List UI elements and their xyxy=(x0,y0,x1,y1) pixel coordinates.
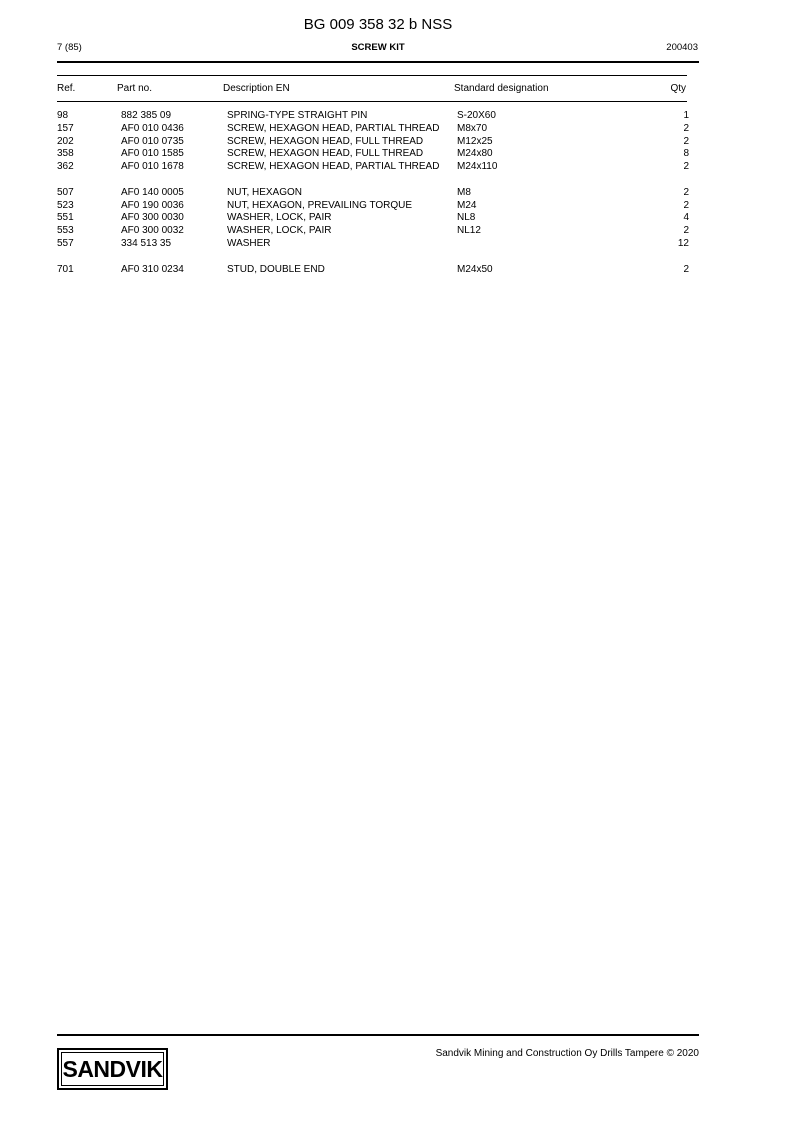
table-row xyxy=(57,187,689,200)
table-row xyxy=(57,136,689,149)
standard-cell: M12x25 xyxy=(457,135,493,147)
standard-cell: NL12 xyxy=(457,225,481,237)
qty-cell: 2 xyxy=(683,135,689,147)
table-row xyxy=(57,123,689,136)
column-header-ref: Ref. xyxy=(57,83,76,94)
qty-cell: 4 xyxy=(683,212,689,224)
document-code: 200403 xyxy=(666,42,698,53)
description-cell: WASHER xyxy=(227,237,271,249)
part-no-cell: AF0 300 0030 xyxy=(121,212,184,224)
qty-cell: 12 xyxy=(677,237,689,249)
table-row xyxy=(57,148,689,161)
column-header-bottom-divider xyxy=(57,101,687,102)
section-title: SCREW KIT xyxy=(351,42,405,53)
row-spacer xyxy=(57,251,689,264)
ref-cell: 701 xyxy=(57,263,74,275)
part-no-cell: AF0 310 0234 xyxy=(121,263,184,275)
standard-cell: M8 xyxy=(457,186,471,198)
qty-cell: 2 xyxy=(683,122,689,134)
part-no-cell: AF0 010 1585 xyxy=(121,148,184,160)
column-header-qty: Qty xyxy=(670,83,686,94)
description-cell: SCREW, HEXAGON HEAD, FULL THREAD xyxy=(227,148,424,160)
qty-cell: 1 xyxy=(683,110,689,121)
part-no-cell: 882 385 09 xyxy=(121,110,172,121)
table-row xyxy=(57,200,689,213)
column-header-part-no: Part no. xyxy=(117,83,153,94)
standard-cell: S-20X60 xyxy=(457,110,496,121)
ref-cell: 362 xyxy=(57,161,74,173)
description-cell: WASHER, LOCK, PAIR xyxy=(227,212,332,224)
description-cell: NUT, HEXAGON, PREVAILING TORQUE xyxy=(227,199,413,211)
description-cell: SCREW, HEXAGON HEAD, PARTIAL THREAD xyxy=(227,122,440,134)
ref-cell: 507 xyxy=(57,186,74,198)
column-header-description: Description EN xyxy=(223,83,290,94)
qty-cell: 2 xyxy=(683,225,689,237)
part-no-cell: AF0 140 0005 xyxy=(121,186,184,198)
qty-cell: 2 xyxy=(683,161,689,173)
footer-divider xyxy=(57,1034,699,1036)
column-header-top-divider xyxy=(57,75,687,76)
logo-text: SANDVIK xyxy=(61,1052,164,1086)
standard-cell: M8x70 xyxy=(457,122,488,134)
table-row xyxy=(57,110,689,123)
table-row xyxy=(57,161,689,174)
page-number: 7 (85) xyxy=(57,42,82,53)
part-no-cell: AF0 300 0032 xyxy=(121,225,184,237)
row-spacer xyxy=(57,174,689,187)
ref-cell: 157 xyxy=(57,122,74,134)
document-title: BG 009 358 32 b NSS xyxy=(303,16,453,33)
description-cell: SPRING-TYPE STRAIGHT PIN xyxy=(227,110,368,121)
description-cell: SCREW, HEXAGON HEAD, PARTIAL THREAD xyxy=(227,161,440,173)
standard-cell xyxy=(457,238,637,251)
part-no-cell: AF0 190 0036 xyxy=(121,199,184,211)
table-row xyxy=(57,238,689,251)
standard-cell: M24x50 xyxy=(457,263,493,275)
description-cell: WASHER, LOCK, PAIR xyxy=(227,225,332,237)
standard-cell: NL8 xyxy=(457,212,476,224)
description-cell: NUT, HEXAGON xyxy=(227,186,303,198)
ref-cell: 551 xyxy=(57,212,74,224)
standard-cell: M24 xyxy=(457,199,477,211)
ref-cell: 557 xyxy=(57,237,74,249)
qty-cell: 2 xyxy=(683,263,689,275)
qty-cell: 2 xyxy=(683,186,689,198)
ref-cell: 98 xyxy=(57,110,69,121)
sandvik-logo xyxy=(57,1048,168,1090)
table-row xyxy=(57,264,689,277)
header-divider xyxy=(57,61,699,63)
table-row xyxy=(57,212,689,225)
standard-cell: M24x80 xyxy=(457,148,493,160)
qty-cell: 2 xyxy=(683,199,689,211)
parts-table xyxy=(57,110,689,276)
qty-cell: 8 xyxy=(683,148,689,160)
ref-cell: 358 xyxy=(57,148,74,160)
part-no-cell: AF0 010 0436 xyxy=(121,122,184,134)
description-cell: STUD, DOUBLE END xyxy=(227,263,325,275)
column-header-standard: Standard designation xyxy=(454,83,549,94)
part-no-cell: 334 513 35 xyxy=(121,237,172,249)
ref-cell: 202 xyxy=(57,135,74,147)
description-cell: SCREW, HEXAGON HEAD, FULL THREAD xyxy=(227,135,424,147)
ref-cell: 553 xyxy=(57,225,74,237)
copyright-notice: Sandvik Mining and Construction Oy Drills Tampere © 2020 xyxy=(435,1048,699,1059)
part-no-cell: AF0 010 1678 xyxy=(121,161,184,173)
ref-cell: 523 xyxy=(57,199,74,211)
table-row xyxy=(57,225,689,238)
part-no-cell: AF0 010 0735 xyxy=(121,135,184,147)
standard-cell: M24x110 xyxy=(457,161,498,173)
